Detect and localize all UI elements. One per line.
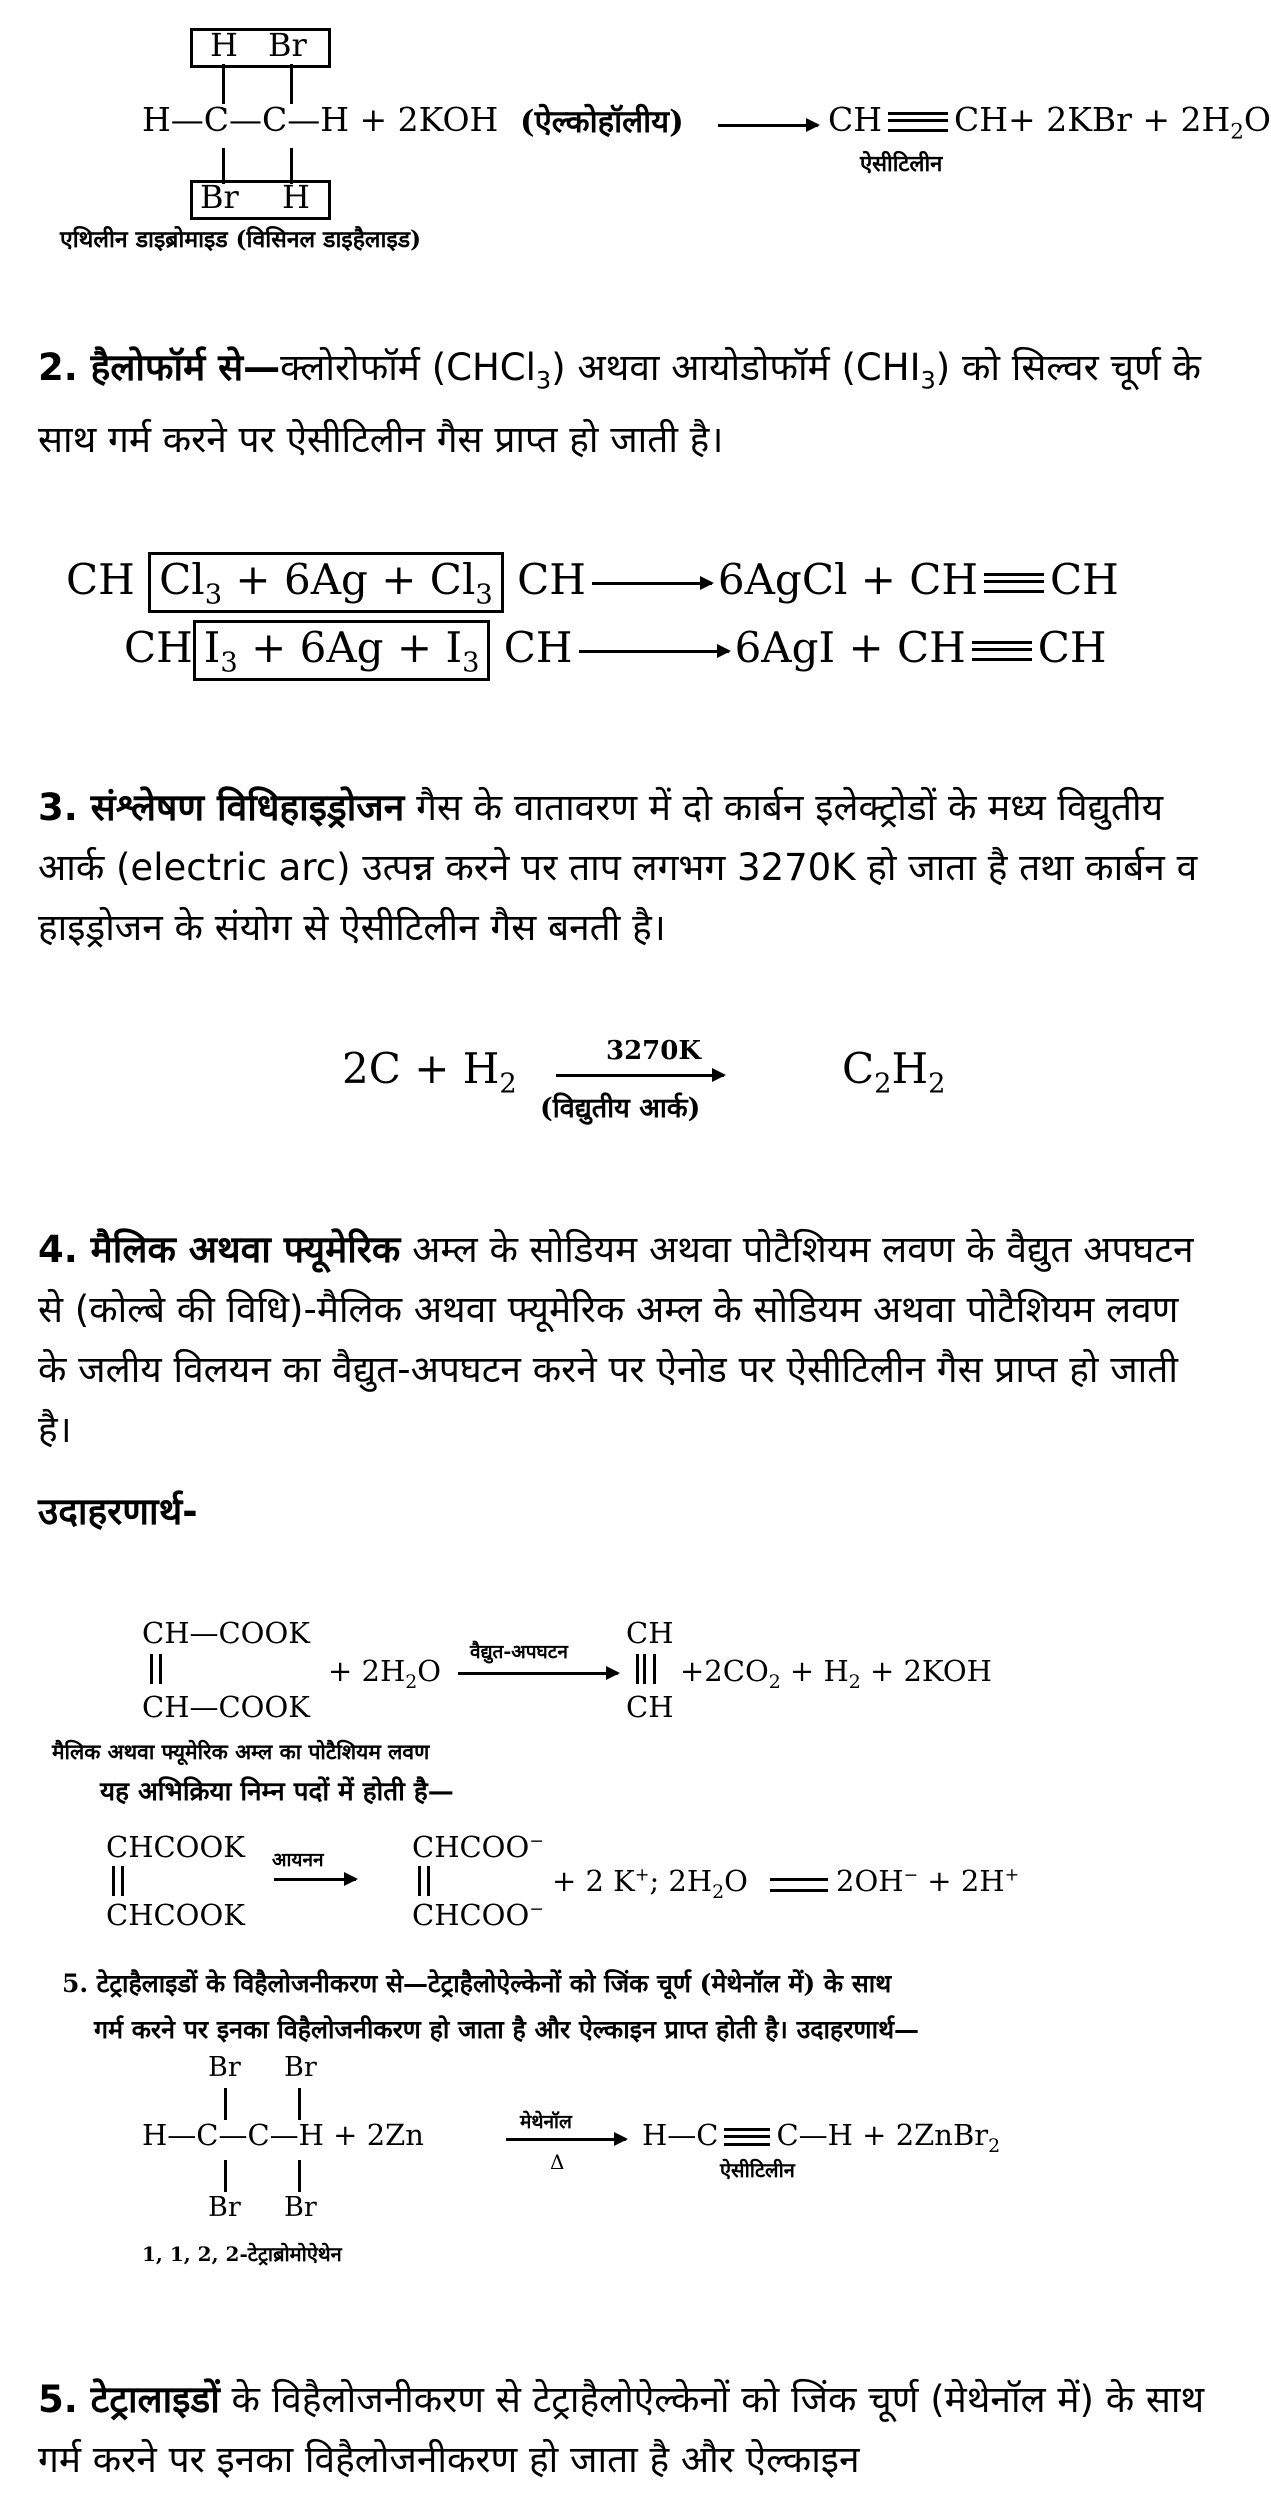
section-3-title: 3. संश्लेषण विधिहाइड्रोजन <box>38 786 405 829</box>
r4-double-bond <box>150 1654 162 1684</box>
s5-delta: Δ <box>550 2150 565 2174</box>
s5-br-tr: Br <box>284 2052 317 2083</box>
r4-reactant-1: CH—COOK <box>142 1616 310 1650</box>
cl-box: $Cl_3 + 6Ag + Cl_3$ <box>148 552 504 613</box>
br-bottom: Br <box>200 178 239 216</box>
r4-ionisation-label: आयनन <box>272 1849 324 1871</box>
r4-reactant-name: मैलिक अथवा फ्यूमेरिक अम्ल का पोटैशियम लवण <box>52 1739 430 1764</box>
reaction-3-left: $2C + H_2$ <box>342 1044 517 1100</box>
h-bottom: H <box>282 178 310 216</box>
s5-scan-line-1: 5. टेट्राहैलाइडों के विहैलोजनीकरण से—टेट्राहैलोऐल्केनों को जिंक चूर्ण (मेथेनॉल में) के साथ <box>62 1969 892 1998</box>
s5-br-br: Br <box>284 2192 317 2223</box>
reaction-2-line-1: CH $Cl_3 + 6Ag + Cl_3$ CH 6AgCl + CH CH <box>66 552 1119 613</box>
s5-reactant: H—C—C—H + 2Zn <box>142 2118 424 2152</box>
r4-steps: यह अभिक्रिया निम्न पदों में होती है— <box>100 1777 454 1807</box>
product: CH $CH+ 2KBr + 2H_2O$ <box>828 100 1271 145</box>
r4-ions-end: 2OH− + 2H+ <box>836 1864 1020 1898</box>
r4-water: + $2H_2O$ <box>328 1654 442 1693</box>
section-5-title: 5. टेट्रालाइडों <box>38 2378 220 2421</box>
reactant-formula: H—C—C—H + 2KOH <box>142 100 499 139</box>
bond-line-left-top <box>222 64 225 104</box>
reactant-name: एथिलीन डाइब्रोमाइड (विसिनल डाइहैलाइड) <box>60 226 421 253</box>
section-3-paragraph: 3. संश्लेषण विधिहाइड्रोजन गैस के वातावरण में दो कार्बन इलेक्ट्रोडों के मध्य विद्युतीय आर्क (electric arc) उत्पन्न करने पर ताप लगभग 3270K हो जाता है तथा कार्बन व हाइड्रोजन के संयोग से ऐसीटिलीन गैस बनती है। <box>38 786 1198 949</box>
equilibrium-arrow-icon <box>770 1878 828 1892</box>
s5-reactant-name: 1, 1, 2, 2-टेट्राब्रोमोऐथेन <box>142 2242 342 2266</box>
s5-product: H—C C—H + 2ZnBr$_2$ <box>642 2118 1001 2157</box>
r4-products-rest: $+2CO_2 + H_2 + 2KOH$ <box>680 1654 992 1693</box>
r4-step-double-bond <box>112 1866 124 1896</box>
r4-step-1: CHCOOK <box>106 1830 245 1864</box>
r4-triple-bond <box>636 1654 656 1684</box>
product-name: ऐसीटिलीन <box>860 151 943 177</box>
arrow <box>718 124 818 127</box>
r4-reactant-2: CH—COOK <box>142 1690 310 1724</box>
r4-ion-double-bond <box>418 1866 430 1896</box>
r4-condition: वैद्युत-अपघटन <box>470 1641 568 1663</box>
r4-arrow <box>458 1672 618 1675</box>
r4-ions-rest: + 2 K+; $2H_2O$ <box>552 1864 748 1903</box>
bond-line-right-top <box>290 64 293 104</box>
s5-arrow <box>506 2138 626 2141</box>
section-2-title: 2. हैलोफॉर्म से— <box>38 346 281 389</box>
s5-bond-bl <box>224 2160 227 2192</box>
s5-br-tl: Br <box>208 2052 241 2083</box>
s5-product-name: ऐसीटिलीन <box>720 2158 795 2182</box>
section-5-paragraph: 5. टेट्रालाइडों के विहैलोजनीकरण से टेट्राहैलोऐल्केनों को जिंक चूर्ण (मेथेनॉल में) के साथ गर्म करने पर इनका विहैलोजनीकरण हो जाता है और ऐल्काइन <box>38 2378 1205 2481</box>
r4-ionisation-arrow <box>274 1878 356 1881</box>
s5-br-bl: Br <box>208 2192 241 2223</box>
r4-product-2: CH <box>626 1690 674 1724</box>
s5-bond-br <box>298 2160 301 2192</box>
section-4-paragraph: 4. मैलिक अथवा फ्यूमेरिक अम्ल के सोडियम अथवा पोटैशियम लवण के वैद्युत अपघटन से (कोल्बे की विधि)-मैलिक अथवा फ्यूमेरिक अम्ल के सोडियम अथवा पोटैशियम लवण के जलीय विलयन का वैद्युत-अपघटन करने पर ऐनोड पर ऐसीटिलीन गैस प्राप्त हो जाती है। <box>38 1228 1194 1451</box>
r4-ion-1: CHCOO− <box>412 1830 544 1864</box>
example-heading: उदाहरणार्थ- <box>38 1490 198 1533</box>
r4-ion-2: CHCOO− <box>412 1898 544 1932</box>
triple-bond-icon <box>888 112 948 132</box>
br-top: Br <box>268 26 307 64</box>
conditions: (ऐल्कोहॉलीय) <box>520 104 684 140</box>
section-2-paragraph: 2. हैलोफॉर्म से—क्लोरोफॉर्म (CHCl$_3$) अथवा आयोडोफॉर्म $(CHI_3)$ को सिल्वर चूर्ण के साथ गर्म करने पर ऐसीटिलीन गैस प्राप्त हो जाती है। <box>38 346 1201 462</box>
s5-bond-tr <box>298 2088 301 2120</box>
i-box: $I_3 + 6Ag + I_3$ <box>193 620 491 681</box>
h-top: H <box>210 26 238 64</box>
r4-step-2: CHCOOK <box>106 1898 245 1932</box>
r4-product-1: CH <box>626 1616 674 1650</box>
s5-scan-line-2: गर्म करने पर इनका विहैलोजनीकरण हो जाता है और ऐल्काइन प्राप्त होती है। उदाहरणार्थ— <box>94 2015 920 2044</box>
reaction-3-product: $C_2H_2$ <box>842 1044 946 1100</box>
s5-condition: मेथेनॉल <box>520 2111 572 2133</box>
s5-bond-tl <box>224 2088 227 2120</box>
reaction-3-arrow <box>556 1074 724 1077</box>
reaction-3-temp: 3270K <box>606 1036 701 1066</box>
reaction-2-line-2: CH $I_3 + 6Ag + I_3$ CH 6AgI + CH CH <box>124 620 1107 681</box>
section-4-title: 4. मैलिक अथवा फ्यूमेरिक <box>38 1228 401 1271</box>
reaction-3-condition: (विद्युतीय आर्क) <box>540 1093 701 1124</box>
